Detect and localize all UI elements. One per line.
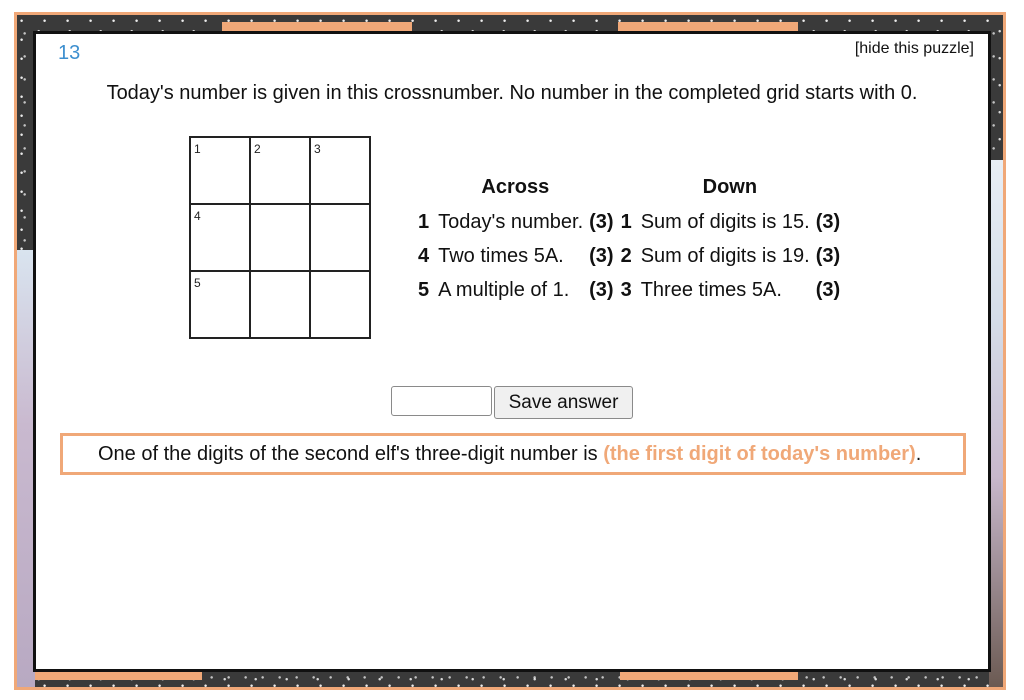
cell-number: 2 [254,142,261,156]
puzzle-number: 13 [58,42,81,64]
clue-text: A multiple of 1. [438,278,570,301]
clue-row [414,273,843,307]
clue-number: 3 [620,278,632,301]
grid-cell [250,137,310,204]
cell-number: 1 [194,142,201,156]
clue-text: Today's number. [438,210,584,233]
grid-cell [310,137,370,204]
elf-clue-text: One of the digits of the second elf's three-digit number is [98,443,604,465]
save-answer-button[interactable]: Save answer [494,386,633,419]
clue-text: Two times 5A. [438,244,564,267]
cell-number: 5 [194,276,201,290]
clue-number: 4 [418,244,430,267]
clue-row [414,239,843,273]
clue-length: (3) [589,278,614,301]
across-heading: Across [481,176,550,198]
clues-table [414,176,843,307]
elf-clue-hint: (the first digit of today's number) [603,443,916,465]
decorative-bar-bottom-left [30,672,202,680]
clues-section [414,176,843,307]
clue-text: Sum of digits is 15. [640,210,810,233]
clue-number: 2 [620,244,632,267]
clue-number: 5 [418,278,430,301]
clue-length: (3) [815,278,841,301]
clue-text: Sum of digits is 19. [640,244,810,267]
clue-length: (3) [815,244,841,267]
grid-cell [190,204,250,271]
puzzle-panel [33,31,991,672]
elf-clue-suffix: . [915,443,922,465]
clue-number: 1 [620,210,632,233]
clue-length: (3) [815,210,841,233]
elf-clue-box [60,433,966,475]
clue-number: 1 [418,210,430,233]
down-heading: Down [702,176,758,198]
hide-puzzle-link[interactable]: [hide this puzzle] [854,40,974,57]
cell-number: 3 [314,142,321,156]
answer-row [391,386,633,419]
grid-cell [190,137,250,204]
grid-cell [310,204,370,271]
grid-cell [250,271,310,338]
clue-text: Three times 5A. [640,278,782,301]
puzzle-intro: Today's number is given in this crossnumber. No number in the completed grid starts with 0. [106,82,918,104]
clue-length: (3) [589,244,614,267]
grid-cell [310,271,370,338]
village-scene-right [989,160,1003,687]
decorative-bar-bottom-right [620,672,798,680]
clue-row [414,205,843,239]
grid-cell [250,204,310,271]
crossnumber-grid [189,136,371,339]
grid-cell [190,271,250,338]
answer-input[interactable] [391,386,492,416]
cell-number: 4 [194,209,201,223]
clue-length: (3) [589,210,614,233]
